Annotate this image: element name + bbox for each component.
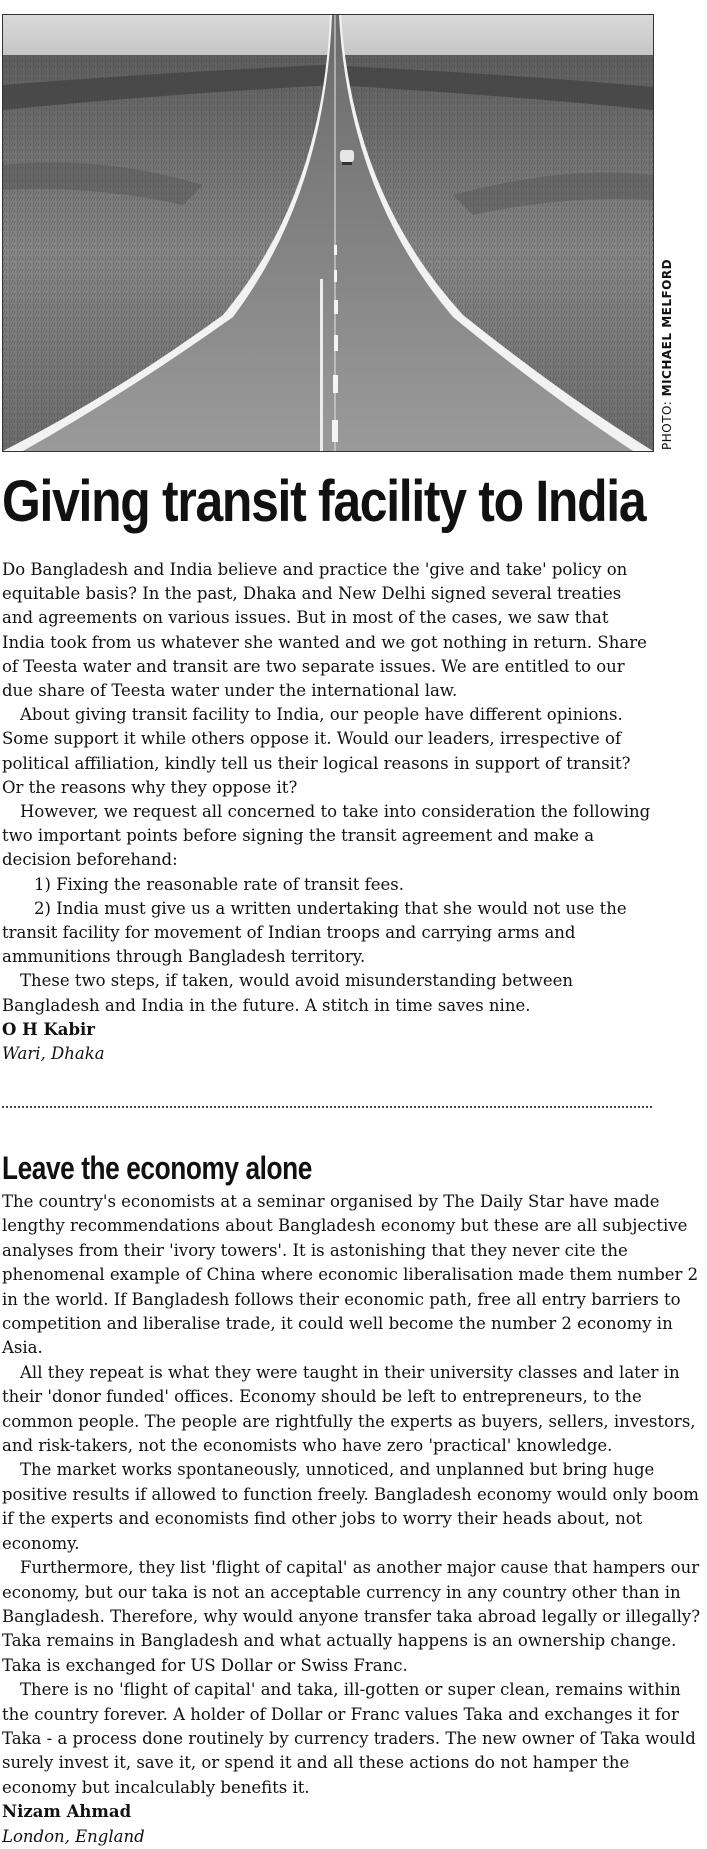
letter2-author: Nizam Ahmad (2, 1802, 132, 1822)
letter1-paragraph: However, we request all concerned to take into consideration the following two important points before signing the transit agreement and make a decision beforehand: (2, 802, 651, 870)
section-divider (2, 1106, 652, 1108)
road-photo (2, 14, 654, 452)
letter1-list-item: 1) Fixing the reasonable rate of transit fees. (34, 874, 404, 894)
letter2-paragraph: Furthermore, they list 'flight of capital' as another major cause that hampers our economy, but our taka is not an acceptable currency in any country other than in Bangladesh. Therefore, why would anyone transfer taka abroad legally or illegally? Taka remains in Bangladesh and what actually happens is an ownership change. Taka is exchanged for US Dollar or Swiss Franc. (2, 1558, 701, 1675)
letter1-paragraph: About giving transit facility to India, our people have different opinions. Some support it while others oppose it. Would our leaders, irrespective of political affiliation, kindly tell us their logical reasons in support of transit? Or the reasons why they oppose it? (2, 705, 631, 797)
letter2-headline: Leave the economy alone (2, 1150, 312, 1186)
letter1-author: O H Kabir (2, 1019, 95, 1039)
letter2-paragraph: All they repeat is what they were taught in their university classes and later in their 'donor funded' offices. Economy should be left to entrepreneurs, to the common people. The people are rightfully the experts as buyers, sellers, investors, and risk-takers, not the economists who have zero 'practical' knowledge. (2, 1362, 696, 1456)
letter2-paragraph: There is no 'flight of capital' and taka, ill-gotten or super clean, remains within the country forever. A holder of Dollar or Franc values Taka and exchanges it for Taka - a process done routinely by currency traders. The new owner of Taka would surely invest it, save it, or spend it and all these actions do not hamper the economy but incalculably benefits it. (2, 1680, 696, 1797)
letter1-place: Wari, Dhaka (2, 1044, 105, 1064)
letter2-paragraph: The market works spontaneously, unnoticed, and unplanned but bring huge positive results if allowed to function freely. Bangladesh economy would only boom if the experts and economists find other jobs to worry their heads about, not economy. (2, 1460, 699, 1553)
letter1-paragraph: Do Bangladesh and India believe and practice the 'give and take' policy on equitable basis? In the past, Dhaka and New Delhi signed several treaties and agreements on various issues. But in most of the cases, we saw that India took from us whatever she wanted and we got nothing in return. Share of Teesta water and transit are two separate issues. We are entitled to our due share of Teesta water under the international law. (2, 560, 647, 701)
road-photo-illustration (3, 15, 653, 451)
letter1-list-item: 2) India must give us a written undertaking that she would not use the transit facility for movement of Indian troops and carrying arms and ammunitions through Bangladesh territory. (2, 898, 627, 967)
photo-credit-prefix: PHOTO: (660, 396, 674, 450)
letter2-paragraph: The country's economists at a seminar organised by The Daily Star have made lengthy recommendations about Bangladesh economy but these are all subjective analyses from their 'ivory towers'. It is astonishing that they never cite the phenomenal example of China where economic liberalisation made them number 2 in the world. If Bangladesh follows their economic path, free all entry barriers to competition and liberalise trade, it could well become the number 2 economy in Asia. (2, 1192, 699, 1358)
photo-credit-name: MICHAEL MELFORD (660, 258, 674, 397)
letter2-body (2, 1190, 702, 1849)
letter2-place: London, England (2, 1826, 145, 1846)
letter1-headline: Giving transit facility to India (2, 469, 646, 534)
photo-credit (660, 259, 674, 450)
letter1-paragraph: These two steps, if taken, would avoid misunderstanding between Bangladesh and India in the future. A stitch in time saves nine. (2, 971, 574, 1015)
letter1-body (2, 558, 652, 1066)
